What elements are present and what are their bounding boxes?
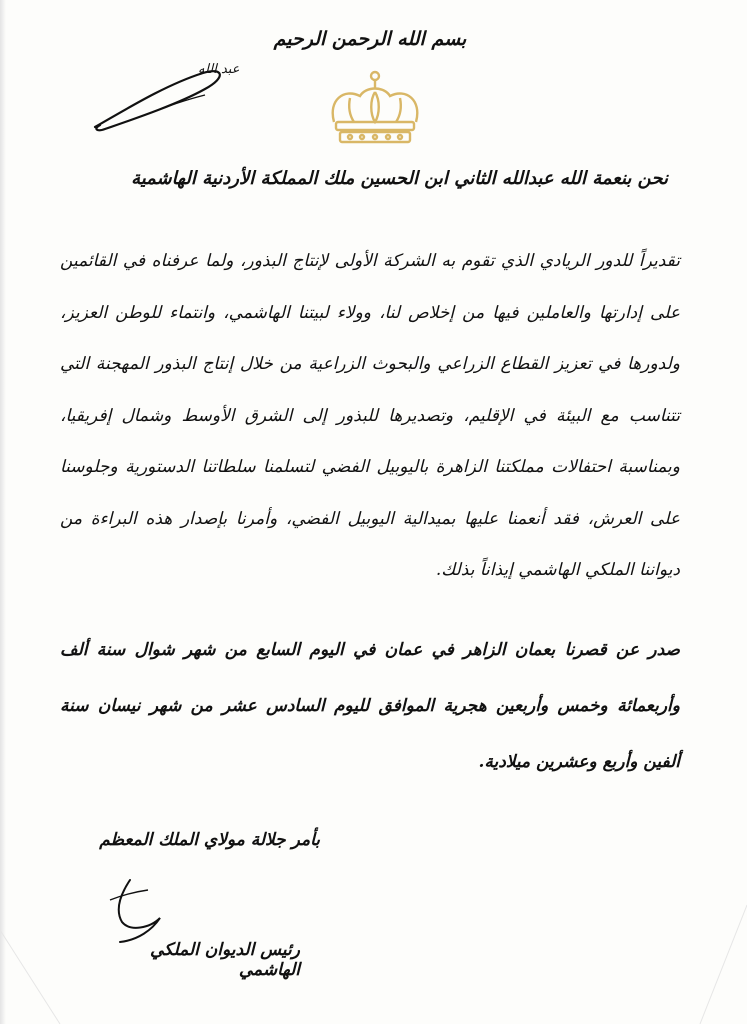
by-order-line: بأمر جلالة مولاي الملك المعظم — [99, 830, 320, 850]
chief-signature — [90, 870, 220, 950]
crown-emblem-icon — [320, 70, 430, 150]
signature-annotation: عبد الله — [198, 62, 240, 77]
decree-paragraph-2: صدر عن قصرنا بعمان الزاهر في عمان في اليوم السابع من شهر شوال سنة ألف وأربعمائة وخمس وأربعين هجرية الموافق لليوم السادس عشر من شهر نيسان سنة ألفين وأربع وعشرين ميلادية. — [60, 640, 680, 772]
basmala: بسم الله الرحمن الرحيم — [273, 28, 467, 50]
chief-of-royal-court-title: رئيس الديوان الملكي الهاشمي — [149, 940, 300, 980]
decree-heading: نحن بنعمة الله عبدالله الثاني ابن الحسين ملك المملكة الأردنية الهاشمية — [131, 168, 668, 189]
decree-paragraph-1: تقديراً للدور الريادي الذي تقوم به الشركة الأولى لإنتاج البذور، ولما عرفناه في القائمين على إدارتها والعاملين فيها من إخلاص لنا، وولاء لبيتنا الهاشمي، وانتماء للوطن العزيز، ولدورها في تعزيز القطاع الزراعي والبحوث الزراعية من خلال إنتاج البذور المهجنة التي تتناسب مع البيئة في الإقليم، وتصديرها للبذور إلى الشرق الأوسط وشمال إفريقيا، وبمناسبة احتفالات مملكتنا الزاهرة باليوبيل الفضي لتسلمنا سلطاتنا الدستورية وجلوسنا على العرش، فقد أنعمنا عليها بميدالية اليوبيل الفضي، وأمرنا بإصدار هذه البراءة من ديواننا الملكي الهاشمي إيذاناً بذلك. — [60, 251, 680, 580]
